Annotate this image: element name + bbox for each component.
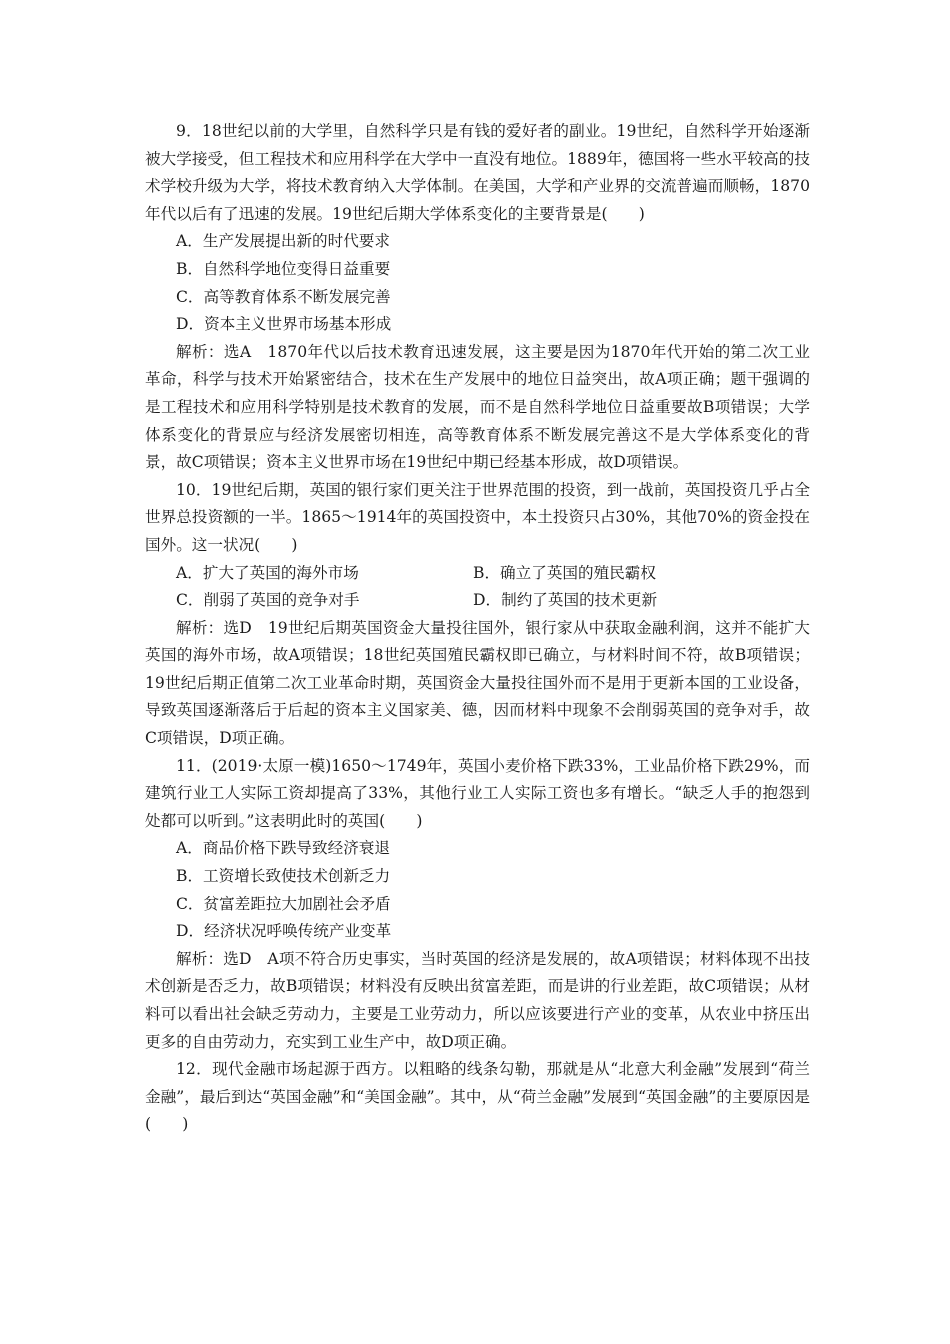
- question-9: [145, 118, 810, 477]
- question-stem: 12．现代金融市场起源于西方。以粗略的线条勾勒，那就是从“北意大利金融”发展到“荷兰金融”，最后到达“英国金融”和“美国金融”。其中，从“荷兰金融”发展到“英国金融”的主要原因是( ): [145, 1060, 810, 1134]
- option-b: B．确立了英国的殖民霸权: [473, 563, 656, 582]
- option-row: [145, 560, 810, 588]
- option-d: D．经济状况呼唤传统产业变革: [176, 922, 392, 941]
- analysis-text: 解析：选D A项不符合历史事实，当时英国的经济是发展的，故A项错误；材料体现不出技术创新是否乏力，故B项错误；材料没有反映出贫富差距，而是讲的行业差距，故C项错误；从材料可以看出社会缺乏劳动力，主要是工业劳动力，所以应该要进行产业的变革，从农业中挤压出更多的自由劳动力，充实到工业生产中，故D项正确。: [145, 949, 810, 1051]
- question-12: [145, 1056, 810, 1139]
- analysis-text: 解析：选A 1870年代以后技术教育迅速发展，这主要是因为1870年代开始的第二次工业革命，科学与技术开始紧密结合，技术在生产发展中的地位日益突出，故A项正确；题干强调的是工程技术和应用科学特别是技术教育的发展，而不是自然科学地位日益重要故B项错误；大学体系变化的背景应与经济发展密切相连，高等教育体系不断发展完善这不是大学体系变化的背景，故C项错误；资本主义世界市场在19世纪中期已经基本形成，故D项错误。: [145, 342, 810, 472]
- option-c: C．削弱了英国的竞争对手: [176, 591, 360, 610]
- document-page: [145, 118, 810, 1139]
- option-d: D．资本主义世界市场基本形成: [176, 315, 392, 334]
- option-b: B．自然科学地位变得日益重要: [176, 259, 391, 278]
- question-stem: 10．19世纪后期，英国的银行家们更关注于世界范围的投资，到一战前，英国投资几乎占全世界总投资额的一半。1865～1914年的英国投资中，本土投资只占30%，其他70%的资金投在国外。这一状况( ): [145, 480, 810, 554]
- option-c: C．高等教育体系不断发展完善: [176, 287, 391, 306]
- option-a: A．生产发展提出新的时代要求: [176, 232, 390, 251]
- option-c: C．贫富差距拉大加剧社会矛盾: [176, 894, 391, 913]
- question-stem: 11．(2019·太原一模)1650～1749年，英国小麦价格下跌33%，工业品价格下跌29%，而建筑行业工人实际工资却提高了33%，其他行业工人实际工资也多有增长。“缺乏人手的抱怨到处都可以听到。”这表明此时的英国( ): [145, 756, 810, 830]
- option-b: B．工资增长致使技术创新乏力: [176, 867, 391, 886]
- option-a: A．商品价格下跌导致经济衰退: [176, 839, 390, 858]
- question-11: [145, 753, 810, 1057]
- question-stem: 9．18世纪以前的大学里，自然科学只是有钱的爱好者的副业。19世纪，自然科学开始逐渐被大学接受，但工程技术和应用科学在大学中一直没有地位。1889年，德国将一些水平较高的技术学校升级为大学，将技术教育纳入大学体制。在美国，大学和产业界的交流普遍而顺畅，1870年代以后有了迅速的发展。19世纪后期大学体系变化的主要背景是( ): [145, 122, 810, 223]
- question-10: [145, 477, 810, 753]
- analysis-text: 解析：选D 19世纪后期英国资金大量投往国外，银行家从中获取金融利润，这并不能扩大英国的海外市场，故A项错误；18世纪英国殖民霸权即已确立，与材料时间不符，故B项错误；19世纪后期正值第二次工业革命时期，英国资金大量投往国外而不是用于更新本国的工业设备，导致英国逐渐落后于后起的资本主义国家美、德，因而材料中现象不会削弱英国的竞争对手，故C项错误，D项正确。: [145, 618, 810, 748]
- option-d: D．制约了英国的技术更新: [473, 591, 658, 610]
- option-a: A．扩大了英国的海外市场: [176, 563, 359, 582]
- option-row: [145, 587, 810, 615]
